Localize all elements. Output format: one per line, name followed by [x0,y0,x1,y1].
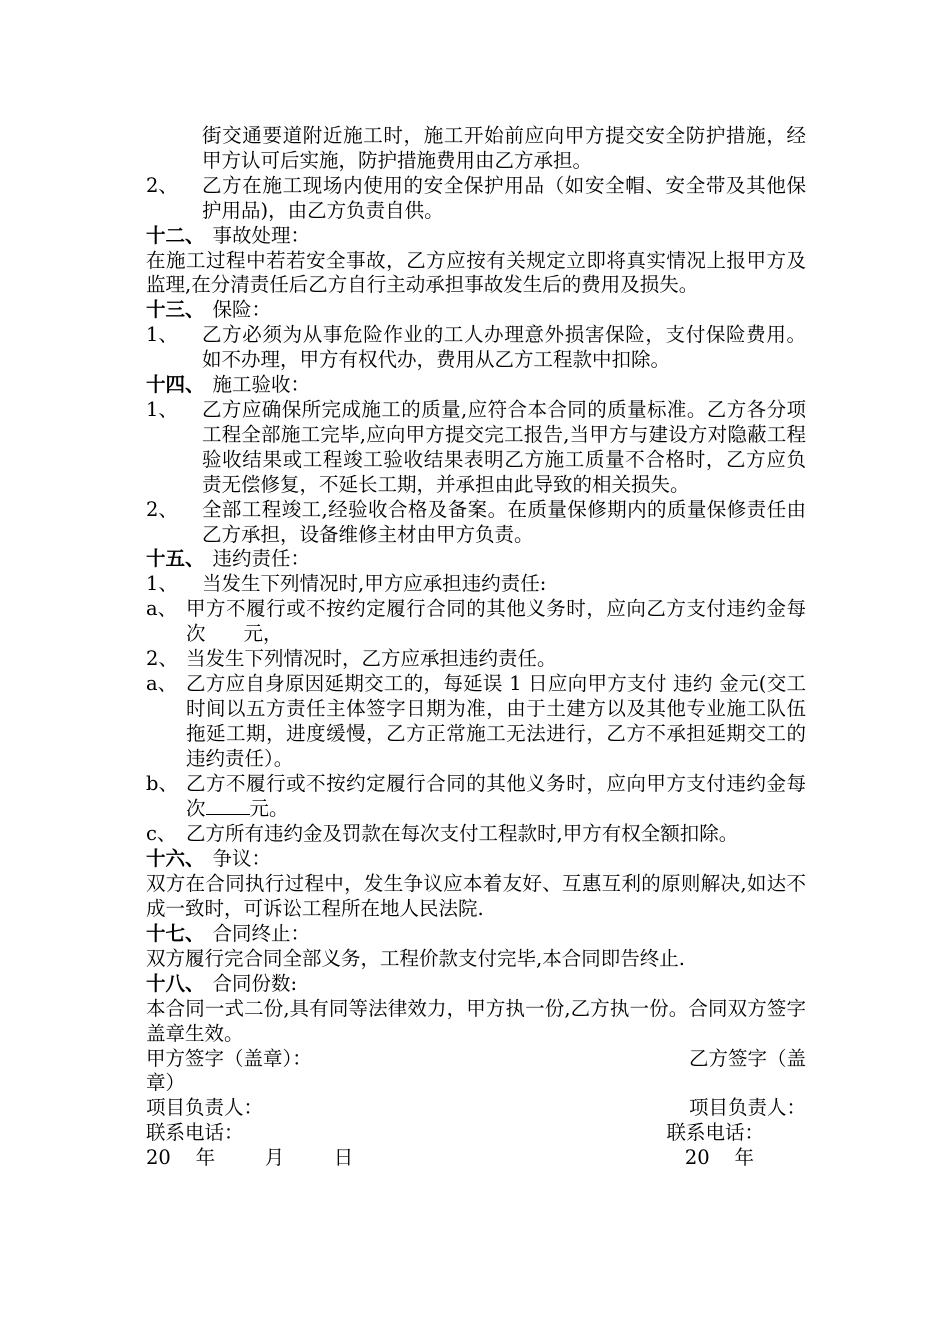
signature-row [146,1047,806,1072]
section-title: 保险： [212,298,272,322]
item-text: 乙方应自身原因延期交工的，每延误 1 日应向甲方支付 违约 金元(交工时间以五方责任主体签字日期为准，由于土建方以及其他专业施工队伍拖延工期，进度缓慢，乙方正常施工无法进行，乙方不承担延期交工的违约责任）。 [186,671,806,770]
section-body: 在施工过程中若若安全事故，乙方应按有关规定立即将真实情况上报甲方及监理,在分清责任后乙方自行主动承担事故发生后的费用及损失。 [146,248,806,297]
section-number: 十五、 [146,547,205,571]
list-item [146,323,806,373]
list-item [146,672,806,772]
section-number: 十六、 [146,847,205,871]
section-number: 十三、 [146,298,205,322]
item-text: 当发生下列情况时,甲方应承担违约责任: [202,572,547,596]
section-number: 十二、 [146,223,205,247]
party-b-signature-label: 乙方签字（盖 [688,1046,806,1070]
list-item [146,498,806,548]
list-item [146,772,806,823]
signature-wrap: 章） [146,1071,186,1095]
party-b-manager-label: 项目负责人： [688,1096,806,1120]
signature-row [146,1121,806,1146]
list-item [146,647,806,672]
section-heading-16 [146,847,806,872]
item-text-part: 乙方不履行或不按约定履行合同的其他义务时，应向甲方支付违约金每次 [186,771,806,821]
party-a-manager-label: 项目负责人： [146,1096,264,1120]
section-heading-15 [146,547,806,572]
item-number: 2、 [146,497,178,521]
section-heading-18 [146,972,806,997]
section-body: 本合同一式二份,具有同等法律效力，甲方执一份,乙方执一份。合同双方签字盖章生效。 [146,996,806,1045]
list-item [146,572,806,597]
item-letter: c、 [146,822,177,846]
signature-row [146,1146,806,1171]
party-a-phone-label: 联系电话： [146,1121,244,1145]
section-title: 合同终止： [212,922,311,945]
item-letter: b、 [146,771,178,795]
item-text: 乙方必须为从事危险作业的工人办理意外损害保险，支付保险费用。如不办理，甲方有权代办，费用从乙方工程款中扣除。 [202,323,806,372]
item-number: 1、 [146,572,178,596]
signature-row [146,1096,806,1121]
section-heading-14 [146,373,806,398]
list-item [146,822,806,847]
section-title: 施工验收： [212,373,311,397]
section-heading-12 [146,224,806,249]
item-text [186,597,806,647]
item-letter: a、 [146,597,178,621]
section-number: 十七、 [146,922,205,945]
list-item [146,597,806,647]
section-number: 十四、 [146,373,205,397]
party-b-date: 20 年 [684,1146,754,1170]
item-text: 当发生下列情况时，乙方应承担违约责任。 [186,647,557,671]
item-text-part: 元， [243,622,283,646]
item-number: 2、 [146,647,178,671]
item-text [186,772,806,823]
section-body: 双方履行完合同全部义务，工程价款支付完毕,本合同即告终止. [146,946,685,970]
section-title: 违约责任： [212,547,311,571]
section-heading-17 [146,922,806,947]
item-text: 乙方在施工现场内使用的安全保护用品（如安全帽、安全带及其他保护用品)，由乙方负责自供。 [202,173,806,222]
section-title: 争议： [212,847,272,871]
party-b-phone-label: 联系电话： [666,1121,764,1145]
section-number: 十八、 [146,971,205,995]
party-a-date: 20 年 月 日 [146,1146,354,1170]
item-number: 1、 [146,397,178,421]
item-text-part: 甲方不履行或不按约定履行合同的其他义务时，应向乙方支付违约金每次 [186,597,806,646]
section-heading-13 [146,298,806,323]
item-text-part: 元。 [249,797,289,821]
contract-page [146,124,806,1171]
item-number: 2、 [146,173,178,197]
section-body: 双方在合同执行过程中，发生争议应本着友好、互惠互利的原则解决,如达不成一致时，可诉讼工程所在地人民法院. [146,872,806,921]
underline-blank [206,796,250,815]
item-number: 1、 [146,323,178,347]
paragraph-continuation: 街交通要道附近施工时，施工开始前应向甲方提交安全防护措施，经甲方认可后实施，防护措施费用由乙方承担。 [202,124,806,172]
item-text: 乙方所有违约金及罚款在每次支付工程款时,甲方有权全额扣除。 [186,822,739,846]
section-title: 事故处理： [212,223,311,247]
list-item [146,174,806,224]
list-item [146,398,806,498]
item-text: 全部工程竣工,经验收合格及备案。在质量保修期内的质量保修责任由乙方承担，设备维修主材由甲方负责。 [202,497,806,546]
section-title: 合同份数: [212,971,298,995]
party-a-signature-label: 甲方签字（盖章）： [146,1046,312,1070]
item-text: 乙方应确保所完成施工的质量,应符合本合同的质量标准。乙方各分项工程全部施工完毕,应向甲方提交完工报告,当甲方与建设方对隐蔽工程验收结果或工程竣工验收结果表明乙方施工质量不合格时，乙方应负责无偿修复，不延长工期，并承担由此导致的相关损失。 [202,397,806,496]
item-letter: a、 [146,671,178,695]
